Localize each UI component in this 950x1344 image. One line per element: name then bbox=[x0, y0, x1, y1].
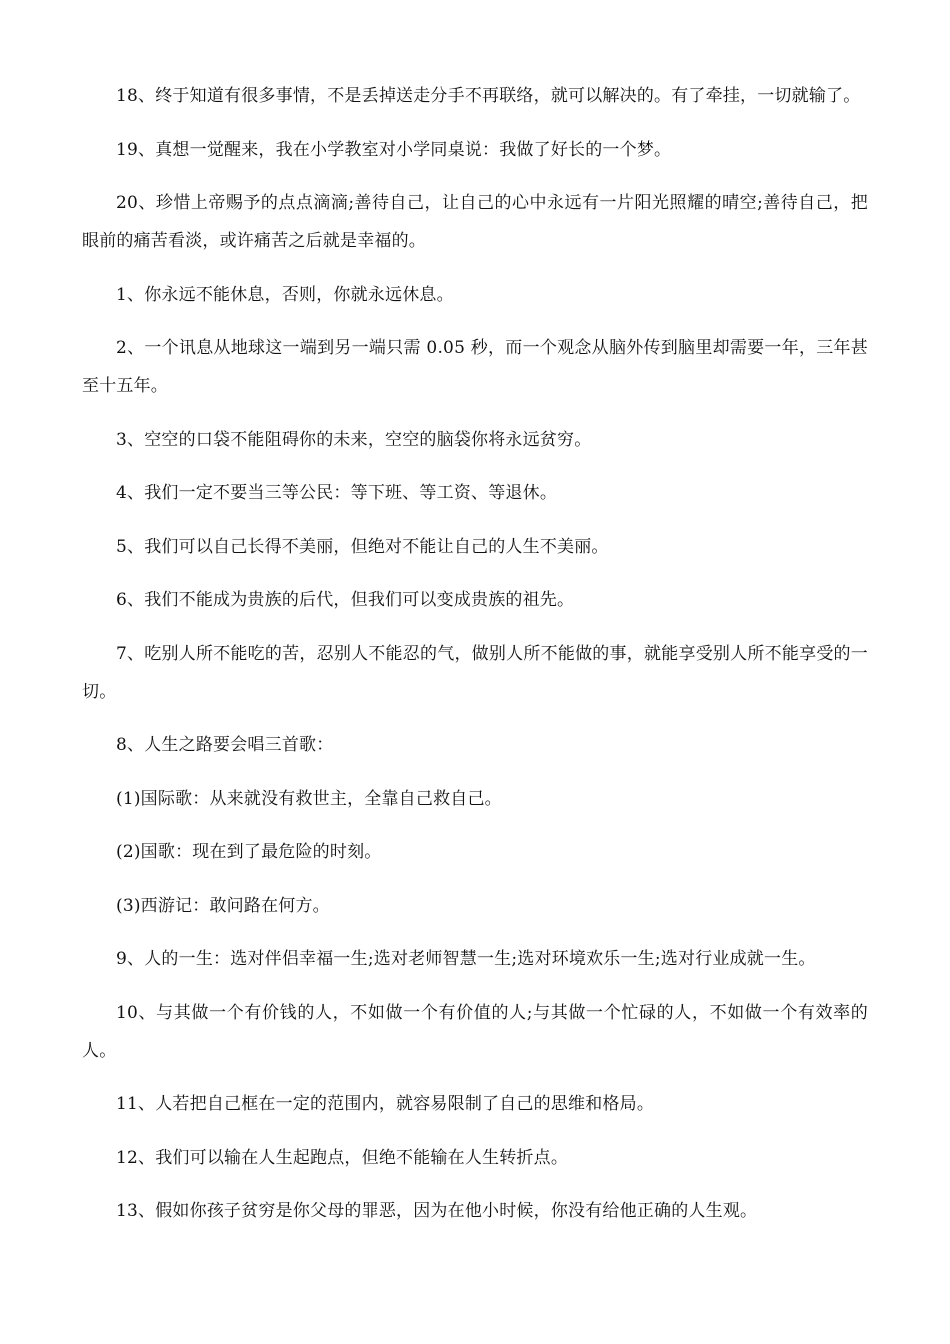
paragraph-8-3: (3)西游记：敢问路在何方。 bbox=[116, 895, 330, 916]
paragraph-13: 13、假如你孩子贫穷是你父母的罪恶，因为在他小时候，你没有给他正确的人生观。 bbox=[116, 1201, 758, 1221]
paragraph-20: 20、珍惜上帝赐予的点点滴滴;善待自己，让自己的心中永远有一片阳光照耀的晴空;善待自己，把眼前的痛苦看淡，或许痛苦之后就是幸福的。 bbox=[82, 193, 868, 251]
paragraph-12: 12、我们可以输在人生起跑点，但绝不能输在人生转折点。 bbox=[116, 1147, 569, 1168]
paragraph-11: 11、人若把自己框在一定的范围内，就容易限制了自己的思维和格局。 bbox=[116, 1094, 655, 1114]
paragraph-19: 19、真想一觉醒来，我在小学教室对小学同桌说：我做了好长的一个梦。 bbox=[116, 139, 672, 160]
document-body bbox=[82, 77, 868, 1246]
paragraph-8-1: (1)国际歌：从来就没有救世主，全靠自己救自己。 bbox=[116, 788, 502, 809]
paragraph-9: 9、人的一生：选对伴侣幸福一生;选对老师智慧一生;选对环境欢乐一生;选对行业成就一生。 bbox=[116, 949, 816, 969]
paragraph-8-2: (2)国歌：现在到了最危险的时刻。 bbox=[116, 842, 382, 862]
paragraph-5: 5、我们可以自己长得不美丽，但绝对不能让自己的人生不美丽。 bbox=[116, 536, 609, 557]
paragraph-7: 7、吃别人所不能吃的苦，忍别人不能忍的气，做别人所不能做的事，就能享受别人所不能享受的一切。 bbox=[82, 643, 868, 702]
paragraph-1: 1、你永远不能休息，否则，你就永远休息。 bbox=[116, 284, 454, 305]
paragraph-3: 3、空空的口袋不能阻碍你的未来，空空的脑袋你将永远贫穷。 bbox=[116, 429, 592, 450]
paragraph-2: 2、一个讯息从地球这一端到另一端只需 0.05 秒，而一个观念从脑外传到脑里却需要一年，三年甚至十五年。 bbox=[82, 338, 868, 396]
paragraph-18: 18、终于知道有很多事情，不是丢掉送走分手不再联络，就可以解决的。有了牵挂，一切就输了。 bbox=[116, 86, 861, 106]
paragraph-8: 8、人生之路要会唱三首歌： bbox=[116, 735, 334, 755]
paragraph-4: 4、我们一定不要当三等公民：等下班、等工资、等退休。 bbox=[116, 483, 558, 503]
paragraph-10: 10、与其做一个有价钱的人，不如做一个有价值的人;与其做一个忙碌的人，不如做一个有效率的人。 bbox=[82, 1002, 868, 1061]
paragraph-6: 6、我们不能成为贵族的后代，但我们可以变成贵族的祖先。 bbox=[116, 590, 575, 610]
